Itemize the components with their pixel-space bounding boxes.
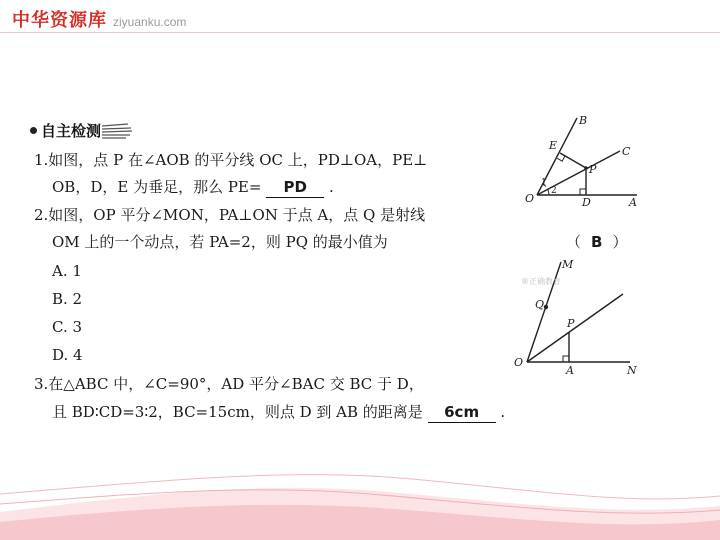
q3-answer: 6cm	[428, 402, 496, 423]
ray-oc	[537, 151, 620, 195]
label-angle-1: 1	[541, 178, 547, 188]
label-a: A	[566, 364, 574, 377]
right-angle-d	[580, 189, 586, 195]
streak-decoration	[102, 123, 132, 139]
right-angle-e	[557, 156, 565, 161]
point-p	[584, 166, 588, 170]
q1-line2-text: OB，D，E 为垂足，那么 PE=	[52, 178, 262, 196]
bullet-icon	[30, 127, 37, 134]
label-o: O	[514, 356, 524, 369]
label-c: C	[622, 145, 631, 158]
q3-line2	[52, 402, 505, 423]
watermark-text: ®正确教育	[521, 277, 561, 286]
label-a: A	[629, 196, 637, 208]
label-d: D	[582, 196, 591, 208]
q2-paren-close: ）	[612, 233, 628, 251]
q1-line1: 1.如图，点 P 在∠AOB 的平分线 OC 上，PD⊥OA，PE⊥	[34, 151, 428, 169]
q3-line1: 3.在△ABC 中，∠C=90°，AD 平分∠BAC 交 BC 于 D，	[34, 375, 424, 393]
header-divider	[0, 32, 720, 33]
section-heading	[30, 120, 132, 141]
segment-pe	[560, 153, 586, 168]
brand-url: ziyuanku.com	[113, 15, 187, 29]
figure-1-angle-bisector	[505, 108, 645, 208]
q1-line2	[52, 177, 334, 198]
label-angle-2: 2	[551, 186, 557, 196]
q1-answer: PD	[266, 177, 324, 198]
angle-arc-2	[548, 189, 549, 195]
label-p: P	[567, 317, 575, 330]
figure-2-angle-bisector	[505, 250, 655, 380]
label-m: M	[562, 258, 574, 271]
bottom-wave-decoration	[0, 460, 720, 540]
label-e: E	[549, 139, 558, 152]
q2-answer: B	[591, 233, 603, 251]
label-q: Q	[535, 298, 545, 311]
section-title: 自主检测	[41, 122, 102, 140]
q2-option-d: D. 4	[52, 346, 83, 364]
point-q	[544, 305, 548, 309]
label-p: P	[589, 163, 597, 176]
q3-line2-text: 且 BD∶CD=3∶2，BC=15cm，则点 D 到 AB 的距离是	[52, 403, 423, 421]
right-angle-a	[563, 356, 569, 362]
q2-answer-bracket	[566, 232, 627, 252]
label-o: O	[525, 192, 535, 205]
q2-option-b: B. 2	[52, 290, 83, 308]
q2-paren-open: （	[566, 233, 582, 251]
brand-name: 中华资源库	[12, 10, 107, 31]
q3-period: .	[500, 403, 506, 421]
q2-option-c: C. 3	[52, 318, 83, 336]
q2-option-a: A. 1	[52, 262, 82, 280]
label-b: B	[579, 114, 588, 127]
q2-line2: OM 上的一个动点，若 PA=2，则 PQ 的最小值为	[52, 233, 388, 251]
site-logo	[12, 6, 186, 30]
q2-line1: 2.如图，OP 平分∠MON，PA⊥ON 于点 A，点 Q 是射线	[34, 206, 426, 224]
label-n: N	[627, 364, 637, 377]
q1-period: .	[329, 178, 334, 196]
